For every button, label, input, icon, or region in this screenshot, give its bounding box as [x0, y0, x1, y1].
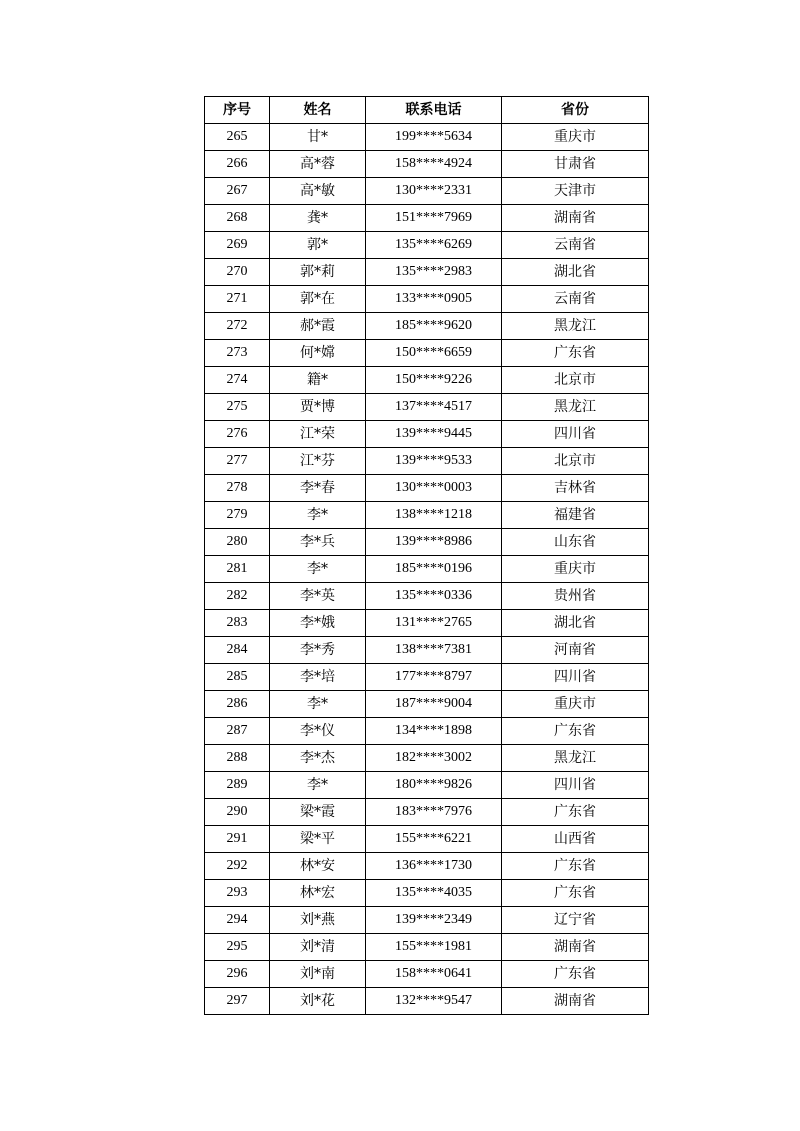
phone-cell: 199****5634	[366, 124, 502, 151]
phone-cell: 180****9826	[366, 772, 502, 799]
table-row	[205, 151, 649, 178]
name-cell: 刘*花	[270, 988, 366, 1015]
name-cell: 李*	[270, 772, 366, 799]
table-row	[205, 664, 649, 691]
province-cell: 广东省	[502, 799, 649, 826]
province-cell: 重庆市	[502, 556, 649, 583]
name-cell: 林*宏	[270, 880, 366, 907]
name-cell: 刘*南	[270, 961, 366, 988]
table-row	[205, 853, 649, 880]
name-cell: 李*	[270, 691, 366, 718]
serial-number-cell: 271	[205, 286, 270, 313]
province-cell: 天津市	[502, 178, 649, 205]
table-row	[205, 772, 649, 799]
table-row	[205, 583, 649, 610]
phone-cell: 135****6269	[366, 232, 502, 259]
name-cell: 李*	[270, 556, 366, 583]
header-serial-number: 序号	[205, 97, 270, 124]
name-cell: 刘*清	[270, 934, 366, 961]
phone-cell: 177****8797	[366, 664, 502, 691]
phone-cell: 130****2331	[366, 178, 502, 205]
table-row	[205, 826, 649, 853]
serial-number-cell: 287	[205, 718, 270, 745]
province-cell: 山东省	[502, 529, 649, 556]
serial-number-cell: 274	[205, 367, 270, 394]
serial-number-cell: 292	[205, 853, 270, 880]
province-cell: 贵州省	[502, 583, 649, 610]
serial-number-cell: 289	[205, 772, 270, 799]
serial-number-cell: 266	[205, 151, 270, 178]
phone-cell: 187****9004	[366, 691, 502, 718]
province-cell: 湖南省	[502, 988, 649, 1015]
serial-number-cell: 268	[205, 205, 270, 232]
phone-cell: 139****2349	[366, 907, 502, 934]
name-cell: 李*仪	[270, 718, 366, 745]
name-cell: 郝*霞	[270, 313, 366, 340]
table-header	[205, 97, 649, 124]
province-cell: 重庆市	[502, 124, 649, 151]
serial-number-cell: 294	[205, 907, 270, 934]
phone-cell: 158****4924	[366, 151, 502, 178]
table-row	[205, 313, 649, 340]
serial-number-cell: 296	[205, 961, 270, 988]
serial-number-cell: 269	[205, 232, 270, 259]
province-cell: 黑龙江	[502, 394, 649, 421]
province-cell: 北京市	[502, 367, 649, 394]
name-cell: 郭*在	[270, 286, 366, 313]
name-cell: 甘*	[270, 124, 366, 151]
serial-number-cell: 293	[205, 880, 270, 907]
table-row	[205, 394, 649, 421]
serial-number-cell: 267	[205, 178, 270, 205]
name-cell: 郭*	[270, 232, 366, 259]
serial-number-cell: 279	[205, 502, 270, 529]
phone-cell: 151****7969	[366, 205, 502, 232]
name-cell: 高*敏	[270, 178, 366, 205]
province-cell: 湖北省	[502, 259, 649, 286]
table-row	[205, 421, 649, 448]
table-row	[205, 124, 649, 151]
name-cell: 李*英	[270, 583, 366, 610]
serial-number-cell: 273	[205, 340, 270, 367]
table-row	[205, 556, 649, 583]
phone-cell: 155****6221	[366, 826, 502, 853]
serial-number-cell: 282	[205, 583, 270, 610]
table-row	[205, 367, 649, 394]
name-cell: 梁*平	[270, 826, 366, 853]
table-row	[205, 475, 649, 502]
phone-cell: 135****4035	[366, 880, 502, 907]
serial-number-cell: 277	[205, 448, 270, 475]
table-row	[205, 205, 649, 232]
province-cell: 广东省	[502, 853, 649, 880]
table-row	[205, 340, 649, 367]
province-cell: 四川省	[502, 772, 649, 799]
table-row	[205, 610, 649, 637]
province-cell: 福建省	[502, 502, 649, 529]
table-row	[205, 286, 649, 313]
header-phone: 联系电话	[366, 97, 502, 124]
table-row	[205, 178, 649, 205]
province-cell: 湖南省	[502, 934, 649, 961]
phone-cell: 183****7976	[366, 799, 502, 826]
province-cell: 北京市	[502, 448, 649, 475]
name-cell: 江*芬	[270, 448, 366, 475]
serial-number-cell: 285	[205, 664, 270, 691]
province-cell: 四川省	[502, 421, 649, 448]
province-cell: 广东省	[502, 718, 649, 745]
phone-cell: 182****3002	[366, 745, 502, 772]
serial-number-cell: 265	[205, 124, 270, 151]
header-row	[205, 97, 649, 124]
phone-cell: 138****1218	[366, 502, 502, 529]
province-cell: 四川省	[502, 664, 649, 691]
phone-cell: 158****0641	[366, 961, 502, 988]
table-row	[205, 259, 649, 286]
phone-cell: 132****9547	[366, 988, 502, 1015]
serial-number-cell: 276	[205, 421, 270, 448]
phone-cell: 185****0196	[366, 556, 502, 583]
table-row	[205, 502, 649, 529]
province-cell: 吉林省	[502, 475, 649, 502]
province-cell: 云南省	[502, 286, 649, 313]
province-cell: 辽宁省	[502, 907, 649, 934]
name-cell: 李*娥	[270, 610, 366, 637]
name-cell: 龚*	[270, 205, 366, 232]
phone-cell: 155****1981	[366, 934, 502, 961]
province-cell: 云南省	[502, 232, 649, 259]
roster-table	[204, 96, 649, 1015]
serial-number-cell: 291	[205, 826, 270, 853]
table-row	[205, 934, 649, 961]
name-cell: 李*兵	[270, 529, 366, 556]
serial-number-cell: 290	[205, 799, 270, 826]
phone-cell: 131****2765	[366, 610, 502, 637]
table-row	[205, 529, 649, 556]
serial-number-cell: 280	[205, 529, 270, 556]
phone-cell: 139****8986	[366, 529, 502, 556]
table-row	[205, 448, 649, 475]
table-row	[205, 637, 649, 664]
phone-cell: 150****9226	[366, 367, 502, 394]
phone-cell: 150****6659	[366, 340, 502, 367]
table-row	[205, 691, 649, 718]
table-row	[205, 907, 649, 934]
name-cell: 高*蓉	[270, 151, 366, 178]
phone-cell: 137****4517	[366, 394, 502, 421]
phone-cell: 130****0003	[366, 475, 502, 502]
serial-number-cell: 281	[205, 556, 270, 583]
name-cell: 梁*霞	[270, 799, 366, 826]
table-row	[205, 880, 649, 907]
phone-cell: 133****0905	[366, 286, 502, 313]
province-cell: 湖南省	[502, 205, 649, 232]
province-cell: 黑龙江	[502, 313, 649, 340]
serial-number-cell: 284	[205, 637, 270, 664]
table-row	[205, 988, 649, 1015]
province-cell: 甘肃省	[502, 151, 649, 178]
serial-number-cell: 275	[205, 394, 270, 421]
name-cell: 李*	[270, 502, 366, 529]
serial-number-cell: 288	[205, 745, 270, 772]
province-cell: 黑龙江	[502, 745, 649, 772]
province-cell: 湖北省	[502, 610, 649, 637]
province-cell: 河南省	[502, 637, 649, 664]
name-cell: 李*培	[270, 664, 366, 691]
province-cell: 广东省	[502, 961, 649, 988]
phone-cell: 136****1730	[366, 853, 502, 880]
name-cell: 贾*博	[270, 394, 366, 421]
name-cell: 李*秀	[270, 637, 366, 664]
phone-cell: 134****1898	[366, 718, 502, 745]
table-row	[205, 799, 649, 826]
phone-cell: 135****0336	[366, 583, 502, 610]
table-row	[205, 718, 649, 745]
phone-cell: 139****9533	[366, 448, 502, 475]
name-cell: 刘*燕	[270, 907, 366, 934]
name-cell: 籍*	[270, 367, 366, 394]
serial-number-cell: 270	[205, 259, 270, 286]
table-row	[205, 232, 649, 259]
name-cell: 李*杰	[270, 745, 366, 772]
serial-number-cell: 295	[205, 934, 270, 961]
name-cell: 李*春	[270, 475, 366, 502]
phone-cell: 139****9445	[366, 421, 502, 448]
phone-cell: 135****2983	[366, 259, 502, 286]
serial-number-cell: 297	[205, 988, 270, 1015]
table-body	[205, 124, 649, 1015]
name-cell: 郭*莉	[270, 259, 366, 286]
phone-cell: 185****9620	[366, 313, 502, 340]
serial-number-cell: 272	[205, 313, 270, 340]
province-cell: 山西省	[502, 826, 649, 853]
phone-cell: 138****7381	[366, 637, 502, 664]
serial-number-cell: 286	[205, 691, 270, 718]
table-row	[205, 961, 649, 988]
header-province: 省份	[502, 97, 649, 124]
province-cell: 重庆市	[502, 691, 649, 718]
province-cell: 广东省	[502, 340, 649, 367]
serial-number-cell: 278	[205, 475, 270, 502]
name-cell: 江*荣	[270, 421, 366, 448]
header-name: 姓名	[270, 97, 366, 124]
serial-number-cell: 283	[205, 610, 270, 637]
province-cell: 广东省	[502, 880, 649, 907]
name-cell: 林*安	[270, 853, 366, 880]
name-cell: 何*嫦	[270, 340, 366, 367]
table-row	[205, 745, 649, 772]
